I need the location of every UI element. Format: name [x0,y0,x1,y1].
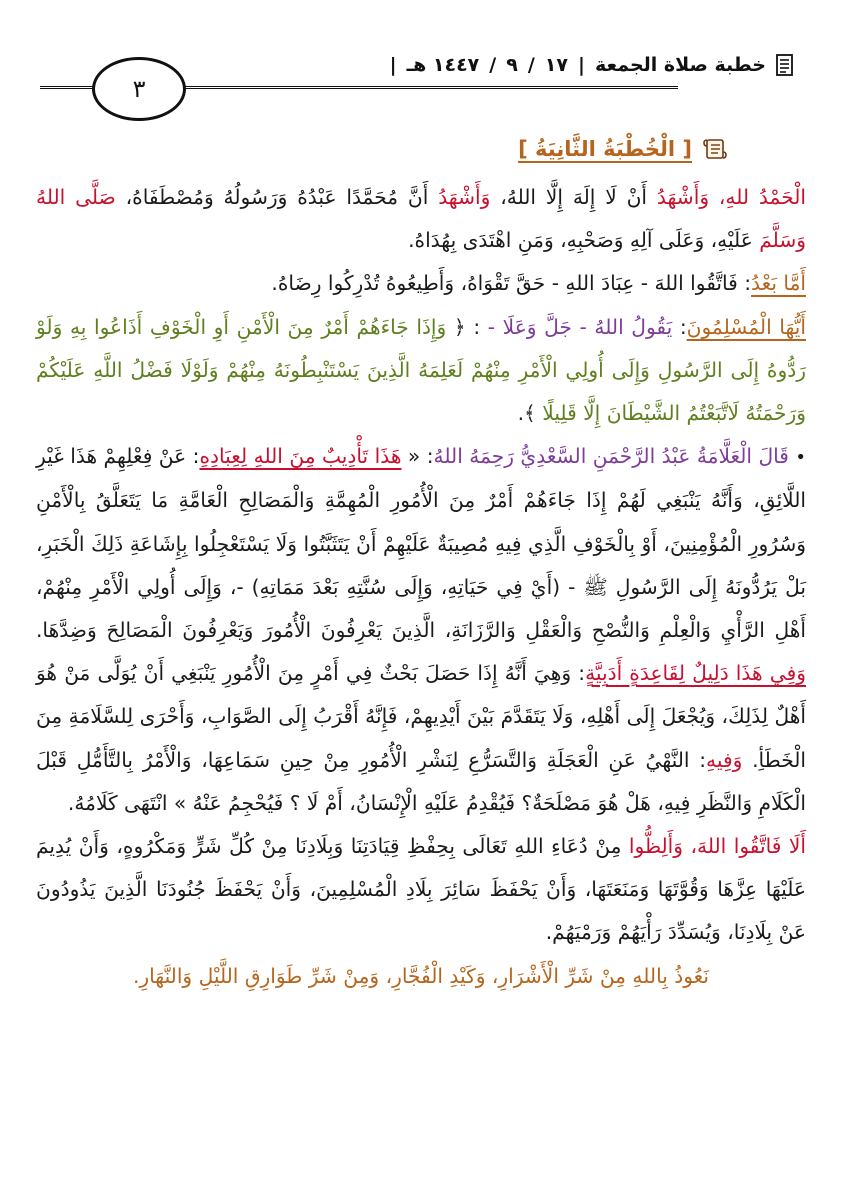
document-icon [774,53,796,77]
colon-1: : [672,314,687,339]
allah-says-phrase: يَقُولُ اللهُ - جَلَّ وَعَلَا - [487,314,673,339]
salutation-phrase: صَلَّى اللهُ وَسَلَّمَ [36,185,806,253]
header-bar-1: | [578,54,585,76]
header-year: ١٤٤٧ هـ [406,54,480,76]
header-slash-2: / [489,54,497,76]
testimony-phrase: وَأَشْهَدُ [438,185,491,209]
open-bracket: : ﴿ [446,314,488,339]
paragraph-dua [36,825,806,955]
muslims-heading: أَيُّهَا الْمُسْلِمُونَ [686,314,806,339]
close-bracket: ﴾. [517,401,543,426]
salutation-text: عَلَيْهِ، وَعَلَى آلِهِ وَصَحْبِهِ، وَمَنِ اهْتَدَى بِهُدَاهُ. [408,228,760,253]
header-slash-1: / [527,54,535,76]
header-bar-2: | [389,54,397,76]
header-month: ٩ [506,54,518,76]
scroll-icon [702,136,728,162]
scholar-attribution: قَالَ الْعَلَّامَةُ عَبْدُ الرَّحْمَنِ السَّعْدِيُّ رَحِمَهُ اللهُ [433,444,789,469]
quote-key-phrase: هَذَا تَأْدِيبٌ مِنَ اللهِ لِعِبَادِهِ [199,444,402,469]
closing-line: نَعُوذُ بِاللهِ مِنْ شَرِّ الْأَشْرَارِ، وَكَيْدِ الْفُجَّارِ، وَمِنْ شَرِّ طَوَارِقِ اللَّيْلِ وَالنَّهَارِ. [132,963,710,988]
quote-open: : « [401,444,434,469]
paragraph-praise [36,176,806,262]
testimony-text: أَنْ لَا إِلَهَ إِلَّا اللهُ، [490,185,657,209]
section-title: [ الْخُطْبَةُ الثَّانِيَةُ ] [518,137,692,161]
wafihi-phrase: وَفِيهِ [706,747,743,772]
quote-text-3: : النَّهْيُ عَنِ الْعَجَلَةِ وَالتَّسَرُّعِ لِنَشْرِ الْأُمُورِ مِنْ حِينِ سَمَاعِهَا، وَالْأَمْرُ بِالتَّأَمُّلِ قَبْلَ الْكَلَامِ وَالنَّظَرِ فِيهِ، هَلْ هُوَ مَصْلَحَةٌ؟ فَيُقْدِمُ عَلَيْهِ الْإِنْسَانُ، أَمْ لَا ؟ فَيُحْجِمُ عَنْهُ » انْتَهَى كَلَامُهُ. [36,747,806,815]
rule-phrase: وَفِي هَذَا دَلِيلٌ لِقَاعِدَةٍ أَدَبِيَّةٍ [585,661,806,686]
quran-verse: وَإِذَا جَاءَهُمْ أَمْرٌ مِنَ الْأَمْنِ أَوِ الْخَوْفِ أَذَاعُوا بِهِ وَلَوْ رَدُّوهُ إِلَى الرَّسُولِ وَإِلَى أُولِي الْأَمْرِ مِنْهُمْ لَعَلِمَهُ الَّذِينَ يَسْتَنْبِطُونَهُ مِنْهُمْ وَلَوْلَا فَضْلُ اللَّهِ عَلَيْكُمْ وَرَحْمَتُهُ لَاتَّبَعْتُمُ الشَّيْطَانَ إِلَّا قَلِيلًا [36,314,806,426]
header-title: خطبة صلاة الجمعة [594,54,766,76]
section-heading [518,136,728,162]
paragraph-amma-baad [36,262,806,305]
bullet: • [795,447,806,469]
quote-text-2: : وَهِيَ أَنَّهُ إِذَا حَصَلَ بَحْثٌ فِي أَمْرٍ مِنَ الْأُمُورِ يَنْبَغِي أَنْ يُوَلَّى مَنْ هُوَ أَهْلٌ لِذَلِكَ، وَيُجْعَلَ إِلَى أَهْلِهِ، وَلَا يَتَقَدَّمَ بَيْنَ أَيْدِيهِمْ، فَإِنَّهُ أَقْرَبُ إِلَى الصَّوَابِ، وَأَحْرَى لِلسَّلَامَةِ مِنَ الْخَطَأِ. [36,661,806,772]
quote-text-1: : عَنْ فِعْلِهِمْ هَذَا غَيْرِ اللَّائِقِ، وَأَنَّهُ يَنْبَغِي لَهُمْ إِذَا جَاءَهُمْ أَمْرٌ مِنَ الْأُمُورِ الْمُهِمَّةِ وَالْمَصَالِحِ الْعَامَّةِ مَا يَتَعَلَّقُ بِالْأَمْنِ وَسُرُورِ الْمُؤْمِنِينَ، أَوْ بِالْخَوْفِ الَّذِي فِيهِ مُصِيبَةٌ عَلَيْهِمْ أَنْ يَتَثَبَّتُوا وَلَا يَسْتَعْجِلُوا بِإِشَاعَةِ ذَلِكَ الْخَبَرِ، بَلْ يَرُدُّونَهُ إِلَى الرَّسُولِ ﷺ - (أَيْ فِي حَيَاتِهِ، وَإِلَى سُنَّتِهِ بَعْدَ مَمَاتِهِ) -، وَإِلَى أُولِي الْأَمْرِ مِنْهُمْ، أَهْلِ الرَّأْيِ وَالْعِلْمِ وَالنُّصْحِ وَالْعَقْلِ وَالرَّزَانَةِ، الَّذِينَ يَعْرِفُونَ الْأُمُورَ وَيَعْرِفُونَ الْمَصَالِحَ وَضِدَّهَا. [36,444,806,643]
amma-baad-text: : فَاتَّقُوا اللهَ - عِبَادَ اللهِ - حَقَّ تَقْوَاهُ، وَأَطِيعُوهُ تُدْرِكُوا رِضَاهُ. [271,271,752,296]
praise-phrase: الْحَمْدُ للهِ، وَأَشْهَدُ [656,185,806,209]
taqwa-phrase: أَلَا فَاتَّقُوا اللهَ، وَأَلِظُّوا [628,834,807,859]
dua-text: مِنْ دُعَاءِ اللهِ تَعَالَى بِحِفْظِ قِيَادَتِنَا وَبِلَادِنَا مِنْ كُلِّ شَرٍّ وَمَكْرُوهٍ، وَأَنْ يُدِيمَ عَلَيْهَا عِزَّهَا وَقُوَّتَهَا وَمَنَعَتَهَا، وَأَنْ يَحْفَظَ سَائِرَ بِلَادِ الْمُسْلِمِينَ، وَأَنْ يَحْفَظَ جُنُودَنَا الَّذِينَ يَذُودُونَ عَنْ بِلَادِنَا، وَيُسَدِّدَ رَأْيَهُمْ وَرَمْيَهُمْ. [36,834,806,945]
amma-baad-heading: أَمَّا بَعْدُ [751,271,806,296]
page-number: ٣ [92,57,186,121]
header-day: ١٧ [544,54,568,76]
prophet-text: أَنَّ مُحَمَّدًا عَبْدُهُ وَرَسُولُهُ وَمُصْطَفَاهُ، [115,185,439,209]
header [388,50,796,80]
paragraph-quran [36,306,806,436]
paragraph-saadi [36,435,806,825]
sermon-body [36,176,806,998]
